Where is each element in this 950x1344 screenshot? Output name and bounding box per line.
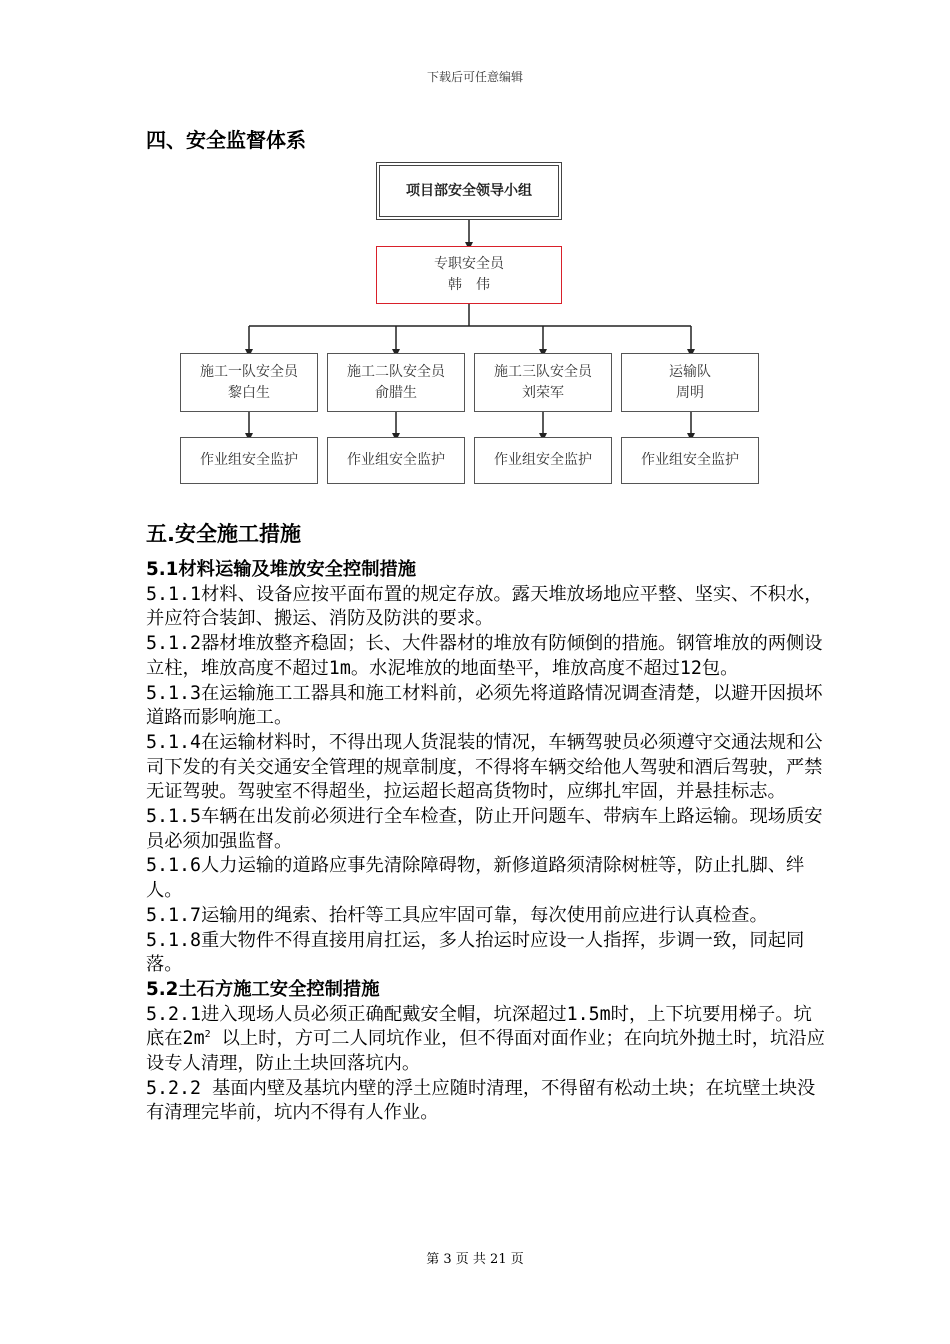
group-label: 作业组安全监护 (494, 452, 592, 468)
group-label: 作业组安全监护 (641, 452, 739, 468)
org-box-leadership-label: 项目部安全领导小组 (406, 182, 532, 199)
section-5-body (146, 558, 826, 1126)
page-header: 下载后可任意编辑 (426, 70, 523, 84)
team-title: 运输队 (669, 363, 711, 380)
team-title: 施工一队安全员 (200, 363, 298, 380)
group-label: 作业组安全监护 (347, 452, 445, 468)
section-5-title: 五.安全施工措施 (146, 522, 301, 546)
org-chart (0, 0, 950, 500)
org-box-group-2 (327, 437, 465, 484)
safety-officer-title: 专职安全员 (434, 256, 504, 272)
paragraph-5-1-8: 5.1.8重大物件不得直接用肩扛运，多人抬运时应设一人指挥，步调一致，同起同落。 (146, 929, 805, 976)
paragraph-5-1-2: 5.1.2器材堆放整齐稳固；长、大件器材的堆放有防倾倒的措施。钢管堆放的两侧设立柱，堆放高度不超过1m。水泥堆放的地面垫平，堆放高度不超过12包。 (146, 633, 823, 679)
subsection-5-2-title: 5.2土石方施工安全控制措施 (146, 978, 380, 1000)
superscript-squared: 2 (204, 1029, 211, 1041)
team-name: 黎白生 (228, 384, 270, 401)
safety-officer-name: 韩 伟 (448, 277, 490, 293)
team-title: 施工二队安全员 (347, 363, 445, 380)
paragraph-5-1-5: 5.1.5车辆在出发前必须进行全车检查，防止开问题车、带病车上路运输。现场质安员必须加强监督。 (146, 806, 823, 852)
paragraph-5-1-7: 5.1.7运输用的绳索、抬杆等工具应牢固可靠，每次使用前应进行认真检查。 (146, 904, 768, 926)
org-box-group-1 (180, 437, 318, 484)
paragraph-5-1-6: 5.1.6人力运输的道路应事先清除障碍物，新修道路须清除树桩等，防止扎脚、绊人。 (146, 855, 805, 902)
paragraph-5-2-1-part-a: 5.2.1进入现场人员必须正确配戴安全帽，坑深超过1.5m时，上下坑要用梯子。坑底在2m (146, 1003, 812, 1050)
org-box-group-4 (621, 437, 759, 484)
section-4-title: 四、安全监督体系 (146, 128, 306, 152)
paragraph-5-1-4: 5.1.4在运输材料时，不得出现人货混装的情况，车辆驾驶员必须遵守交通法规和公司下发的有关交通安全管理的规章制度，不得将车辆交给他人驾驶和酒后驾驶，严禁无证驾驶。驾驶室不得超坐，拉运超长超高货物时，应绑扎牢固，并悬挂标志。 (146, 731, 823, 803)
paragraph-5-1-1: 5.1.1材料、设备应按平面布置的规定存放。露天堆放场地应平整、坚实、不积水，并应符合装卸、搬运、消防及防洪的要求。 (146, 583, 823, 630)
team-name: 周明 (676, 384, 704, 401)
page-footer: 第 3 页 共 21 页 (426, 1252, 524, 1267)
group-label: 作业组安全监护 (200, 452, 298, 468)
subsection-5-1-title: 5.1材料运输及堆放安全控制措施 (146, 559, 417, 580)
org-box-leadership-group (376, 162, 562, 220)
org-box-group-3 (474, 437, 612, 484)
org-box-team-2 (327, 353, 465, 412)
team-name: 俞腊生 (375, 384, 417, 401)
org-box-team-4 (621, 353, 759, 412)
org-box-team-3 (474, 353, 612, 412)
paragraph-5-2-1 (146, 1003, 826, 1077)
team-name: 刘荣军 (522, 384, 564, 401)
paragraph-5-2-1-part-b: 以上时，方可二人同坑作业，但不得面对面作业；在向坑外抛土时，坑沿应设专人清理，防止土块回落坑内。 (146, 1028, 825, 1075)
paragraph-5-1-3: 5.1.3在运输施工工器具和施工材料前，必须先将道路情况调查清楚，以避开因损坏道路而影响施工。 (146, 682, 823, 729)
org-box-safety-officer (376, 246, 562, 304)
org-box-team-1 (180, 353, 318, 412)
team-title: 施工三队安全员 (494, 363, 592, 380)
paragraph-5-2-2: 5.2.2 基面内壁及基坑内壁的浮土应随时清理，不得留有松动土块；在坑壁土块没有清理完毕前，坑内不得有人作业。 (146, 1077, 816, 1124)
